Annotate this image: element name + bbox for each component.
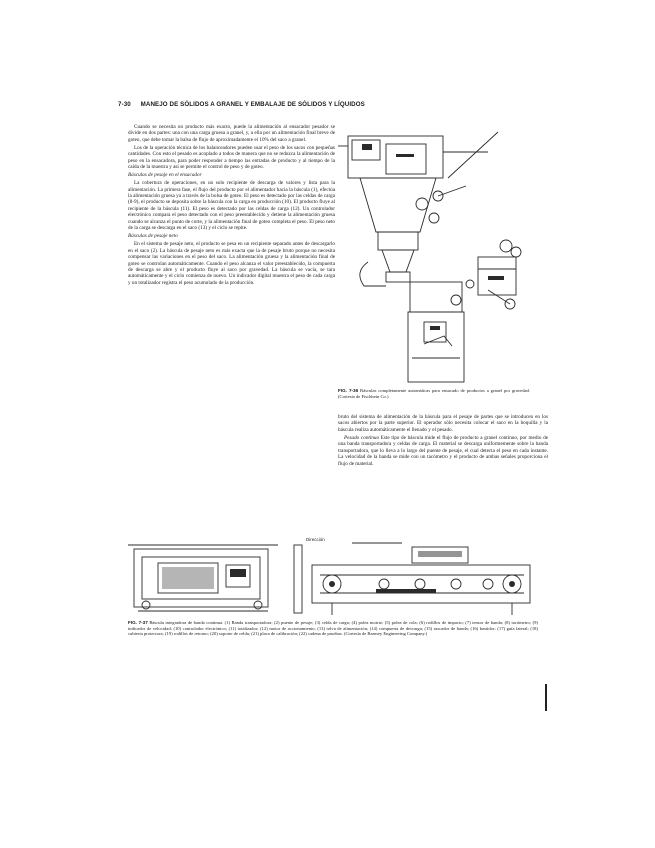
running-header	[118, 101, 365, 108]
bagging-scale-figure	[338, 122, 530, 388]
subheading: Pesado continuo	[344, 434, 380, 441]
paragraph: La cobertura de operaciones, en un solo recipiente de descarga de valores y lista para la alimentación. La primera fase, el flujo del producto por el alimentador hacia la báscula (1), efectúa la alimentación gruesa ya a través de la bolsa de goteo. El peso es detectado por las celdas de carga (8-9), el producto se deposita sobre la báscula con la carga en producción (10). El producto fluye al recipiente de la báscula (11). El peso es detectado por las celdas de carga (12). Un controlador electrónico compara el peso detectado con el peso preestablecido y detiene la alimentación gruesa cuando se alcanza el punto de corte, y la alimentación final de goteo completa el peso. El peso neto de la carga se descarga en el saco (13) y el ciclo se repite.	[128, 180, 335, 232]
caption-text: Báscula integradora de banda continua. (1) Banda transportadora; (2) puente de pesaje; (3) celda de carga; (4) polea motriz; (5) polea de cola; (6) rodillos de impacto; (7) tensor de banda; (8) tacómetro; (9) indicador de velocidad; (10) controlador electrónico; (11) totalizador; (12) motor de accionamiento; (13) tolva de alimentación; (14) compuerta de descarga; (15) rascador de banda; (16) bastidor; (17) guía lateral; (18) cubierta protectora; (19) rodillos de retorno; (20) soporte de celda; (21) placa de calibración; (22) cadena de pruebas. (Cortesía de Ramsey Engineering Company.)	[128, 620, 538, 637]
left-text-column	[128, 124, 335, 496]
paragraph: Este tipo de báscula mide el flujo de producto a granel continuo, por medio de una banda transportadora y celdas de carga. El material se descarga uniformemente sobre la banda transportadora, que lo lleva a lo largo del puente de pesaje, el cual detecta el peso en cada instante. La velocidad de la banda se mide con un tacómetro y el producto de ambas señales proporciona el flujo de material.	[338, 434, 548, 467]
figure-label: FIG. 7-37	[128, 620, 148, 625]
belt-conveyor-figure	[292, 535, 542, 620]
margin-rule	[545, 684, 547, 711]
paragraph: bruto del sistema de alimentación de la báscula para el pesaje de partes que se introducen en los sacos abiertos por la parte superior. El operador sólo necesita colocar el saco en la boquilla y la báscula realiza automáticamente el llenado y el pesado.	[338, 414, 548, 433]
right-text-column	[338, 414, 548, 494]
subheading: Básculas de pesaje en el ensacador	[128, 172, 202, 179]
direction-label: Dirección	[306, 537, 325, 542]
running-title: MANEJO DE SÓLIDOS A GRANEL Y EMBALAJE DE SÓLIDOS Y LÍQUIDOS	[140, 101, 365, 108]
paragraph: Los de la operación técnica de los balanceadores pueden usar el peso de los sacos con pequeñas cantidades. Con esto el pesado es acoplado a todos de manera que no se reduzca la alimentación de peso en la ensacadora, para poder responder a tiempo las entradas de producto y al tiempo de la caída de la muestra y así se permite el control de peso y de goteo.	[128, 144, 335, 171]
caption-text: Básculas completamente automáticas para ensacado de productos a granel por gravedad. (Cortesía de Fischbein Co.)	[338, 388, 530, 399]
figure-caption-7-37	[128, 620, 538, 678]
figure-caption-7-36	[338, 388, 530, 410]
subheading: Básculas de pesaje neto	[128, 233, 178, 240]
page-number: 7-30	[118, 101, 131, 108]
paragraph: En el sistema de pesaje neto, el producto se pesa en un recipiente separado antes de descargarlo en el saco (2). La báscula de pesaje neto es más exacta que la de pesaje bruto porque no necesita compensar las variaciones en el peso del saco. La alimentación gruesa y la alimentación final de goteo se controlan automáticamente. Cuando el peso alcanza el valor preestablecido, la compuerta de descarga se abre y el producto fluye al saco por gravedad. La báscula se vacía, se tara automáticamente y el ciclo comienza de nuevo. Un indicador digital muestra el peso de cada carga y un totalizador registra el peso acumulado de la producción.	[128, 241, 335, 286]
paragraph: Cuando se necesita un producto más exacto, puede la alimentación al ensacador pesador se divide en dos partes: una con una carga gruesa a granel, y, a ella por un alimentación final breve de goteo, que debe tomar la balsa de flujo de aproximadamente el 10% del saco a granel.	[128, 124, 335, 143]
figure-label: FIG. 7-36	[338, 388, 359, 393]
belt-scale-side-figure	[128, 535, 278, 620]
